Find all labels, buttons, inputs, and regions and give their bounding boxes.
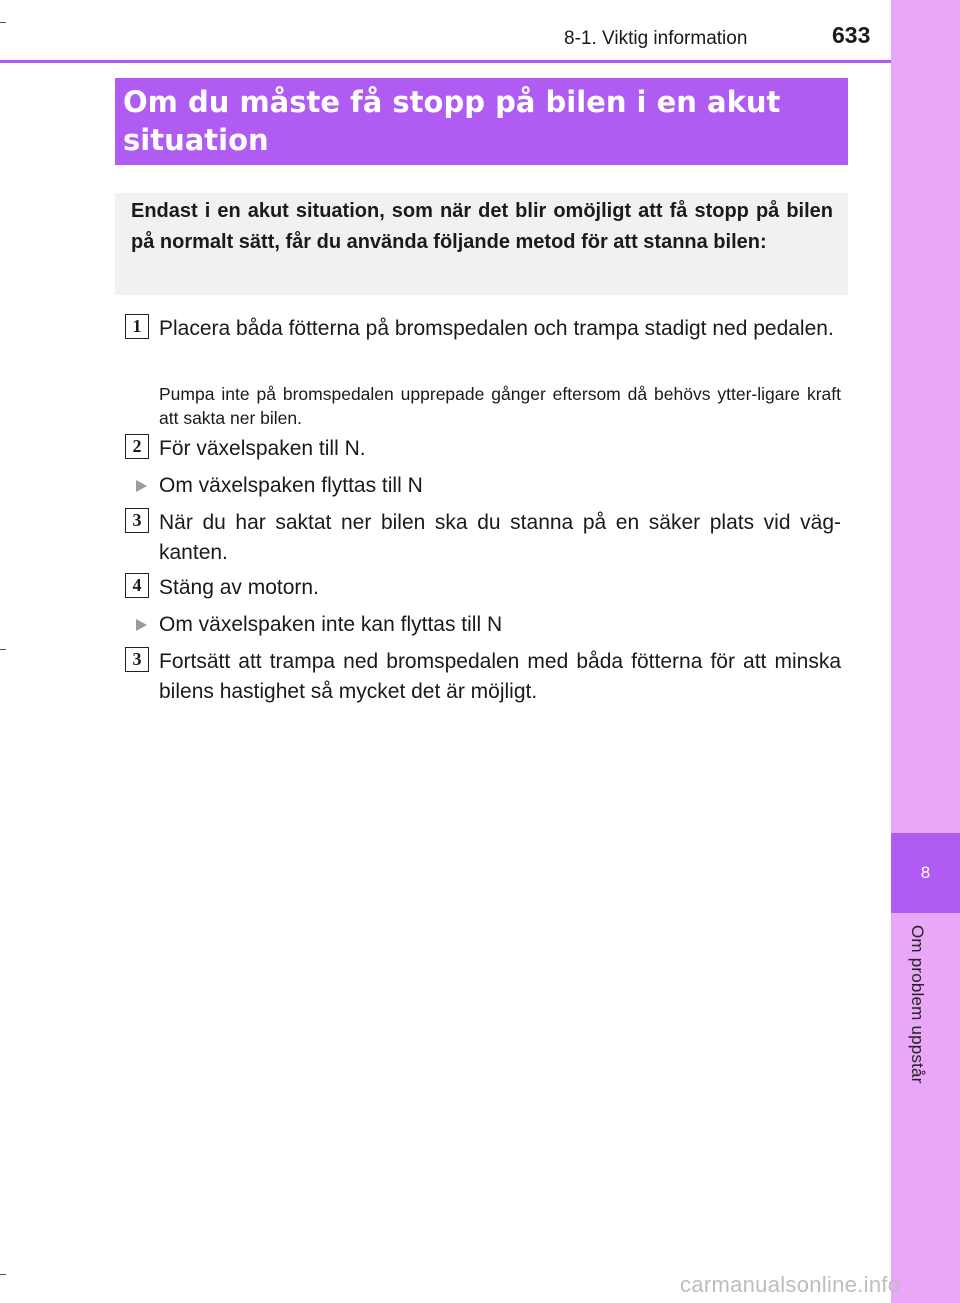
header-divider (0, 60, 891, 63)
play-arrow-icon (136, 619, 147, 631)
crop-mark (0, 1274, 6, 1275)
condition-heading: Om växelspaken flyttas till N (159, 474, 423, 497)
chapter-number: 8 (920, 863, 931, 882)
crop-mark (0, 22, 6, 23)
step-number-badge: 3 (125, 647, 149, 672)
section-title: Om du måste få stopp på bilen i en akut situation (115, 78, 848, 165)
step-text: När du har saktat ner bilen ska du stanna på en säker plats vid väg-kanten. (159, 511, 841, 564)
step-text: För växelspaken till N. (159, 437, 366, 460)
section-header: 8-1. Viktig information (564, 28, 748, 49)
crop-mark (0, 649, 6, 650)
chapter-number-tab (891, 833, 960, 913)
step-number-badge: 4 (125, 573, 149, 598)
intro-notice: Endast i en akut situation, som när det blir omöjligt att få stopp på bilen på normalt sätt, får du använda följande metod för att stanna bilen: (115, 193, 848, 295)
chapter-title-vertical: Om problem uppstår (908, 925, 927, 1084)
step-text: Fortsätt att trampa ned bromspedalen med båda fötterna för att minska bilens hastighet så mycket det är möjligt. (159, 650, 841, 703)
watermark-text: carmanualsonline.info (680, 1272, 901, 1297)
step-text: Placera båda fötterna på bromspedalen och trampa stadigt ned pedalen. (159, 317, 834, 340)
condition-heading: Om växelspaken inte kan flyttas till N (159, 613, 503, 636)
step-number-badge: 3 (125, 508, 149, 533)
page-number: 633 (832, 22, 871, 48)
step-note: Pumpa inte på bromspedalen upprepade gånger eftersom då behövs ytter-ligare kraft att sakta ner bilen. (159, 384, 841, 428)
play-arrow-icon (136, 480, 147, 492)
step-text: Stäng av motorn. (159, 576, 319, 599)
step-number-badge: 2 (125, 434, 149, 459)
step-number-badge: 1 (125, 314, 149, 339)
